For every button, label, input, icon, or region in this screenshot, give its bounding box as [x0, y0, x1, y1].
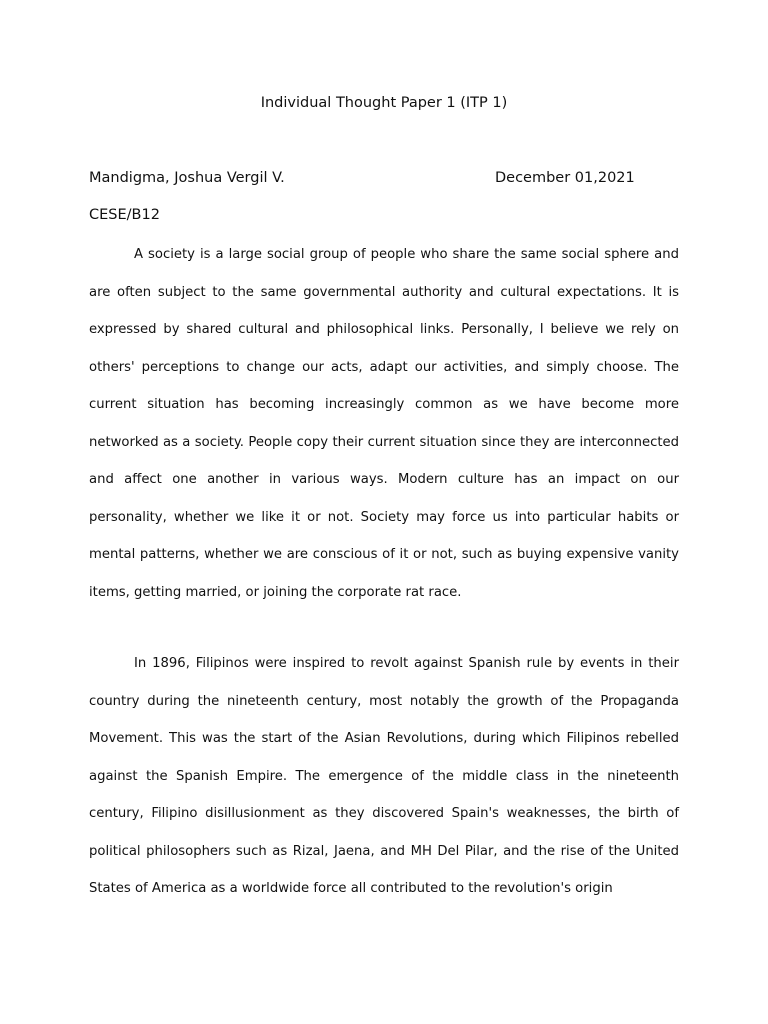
course-section: CESE/B12 — [89, 207, 160, 223]
document-date: December 01,2021 — [495, 170, 635, 186]
document-title: Individual Thought Paper 1 (ITP 1) — [260, 95, 508, 111]
body-paragraph-1: A society is a large social group of people who share the same social sphere and are often subject to the same governmental authority and cultural expectations. It is expressed by shared cultural and philosophical links. Personally, I believe we rely on others' perceptions to change our acts, adapt our activities, and simply choose. The current situation has becoming increasingly common as we have become more networked as a society. People copy their current situation since they are interconnected and affect one another in various ways. Modern culture has an impact on our personality, whether we like it or not. Society may force us into particular habits or mental patterns, whether we are conscious of it or not, such as buying expensive vanity items, getting married, or joining the corporate rat race. — [89, 247, 679, 600]
author-name: Mandigma, Joshua Vergil V. — [89, 170, 285, 186]
body-paragraph-2: In 1896, Filipinos were inspired to revolt against Spanish rule by events in their country during the nineteenth century, most notably the growth of the Propaganda Movement. This was the start of the Asian Revolutions, during which Filipinos rebelled against the Spanish Empire. The emergence of the middle class in the nineteenth century, Filipino disillusionment as they discovered Spain's weaknesses, the birth of political philosophers such as Rizal, Jaena, and MH Del Pilar, and the rise of the United States of America as a worldwide force all contributed to the revolution's origin — [89, 656, 679, 896]
